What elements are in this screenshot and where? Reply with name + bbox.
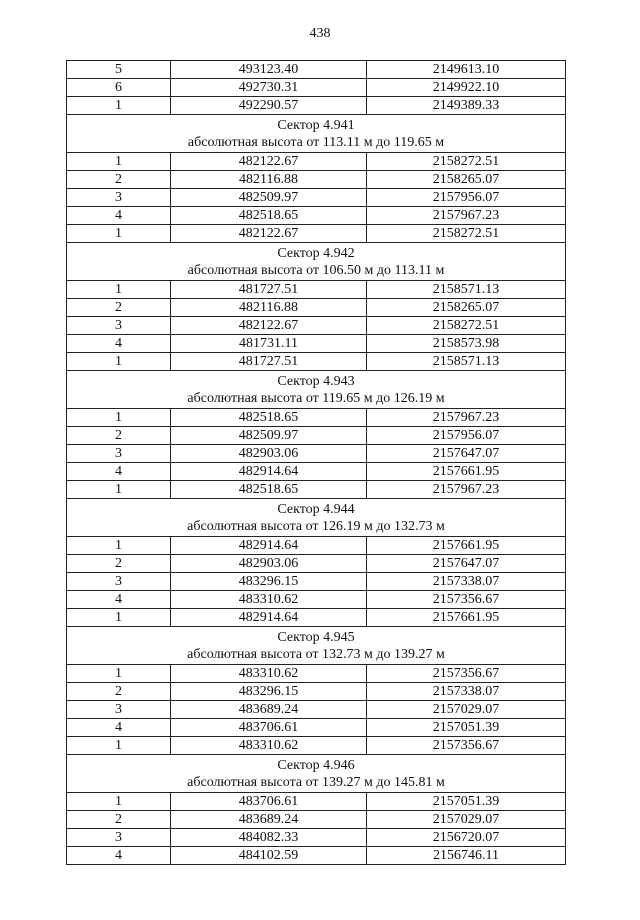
y-coordinate-cell: 2158265.07 [367, 171, 566, 189]
table-row [67, 281, 566, 299]
sector-title: Сектор 4.941 [277, 118, 355, 133]
x-coordinate-cell: 481731.11 [171, 335, 367, 353]
y-coordinate-cell: 2158272.51 [367, 317, 566, 335]
y-coordinate-cell: 2149613.10 [367, 61, 566, 79]
y-coordinate-cell: 2158272.51 [367, 153, 566, 171]
point-number-cell: 1 [67, 537, 171, 555]
x-coordinate-cell: 482122.67 [171, 225, 367, 243]
table-row [67, 573, 566, 591]
point-number-cell: 3 [67, 317, 171, 335]
x-coordinate-cell: 482122.67 [171, 317, 367, 335]
point-number-cell: 2 [67, 683, 171, 701]
point-number-cell: 3 [67, 573, 171, 591]
sector-header [67, 115, 566, 153]
sector-altitude-range: абсолютная высота от 106.50 м до 113.11 м [187, 263, 445, 278]
point-number-cell: 1 [67, 97, 171, 115]
x-coordinate-cell: 483706.61 [171, 719, 367, 737]
point-number-cell: 3 [67, 445, 171, 463]
y-coordinate-cell: 2157956.07 [367, 189, 566, 207]
y-coordinate-cell: 2157029.07 [367, 701, 566, 719]
y-coordinate-cell: 2157051.39 [367, 793, 566, 811]
y-coordinate-cell: 2157338.07 [367, 683, 566, 701]
x-coordinate-cell: 483706.61 [171, 793, 367, 811]
sector-header [67, 371, 566, 409]
point-number-cell: 4 [67, 719, 171, 737]
point-number-cell: 1 [67, 409, 171, 427]
point-number-cell: 1 [67, 793, 171, 811]
y-coordinate-cell: 2157647.07 [367, 555, 566, 573]
sector-header-row [67, 627, 566, 665]
point-number-cell: 2 [67, 299, 171, 317]
point-number-cell: 4 [67, 591, 171, 609]
x-coordinate-cell: 482914.64 [171, 537, 367, 555]
y-coordinate-cell: 2157647.07 [367, 445, 566, 463]
x-coordinate-cell: 481727.51 [171, 281, 367, 299]
x-coordinate-cell: 483310.62 [171, 591, 367, 609]
point-number-cell: 2 [67, 427, 171, 445]
point-number-cell: 1 [67, 281, 171, 299]
x-coordinate-cell: 482518.65 [171, 207, 367, 225]
table-row [67, 609, 566, 627]
point-number-cell: 1 [67, 353, 171, 371]
y-coordinate-cell: 2157356.67 [367, 591, 566, 609]
y-coordinate-cell: 2158571.13 [367, 281, 566, 299]
point-number-cell: 1 [67, 153, 171, 171]
y-coordinate-cell: 2156746.11 [367, 847, 566, 865]
sector-header-row [67, 499, 566, 537]
y-coordinate-cell: 2157356.67 [367, 737, 566, 755]
sector-altitude-range: абсолютная высота от 139.27 м до 145.81 м [187, 775, 445, 790]
sector-altitude-range: абсолютная высота от 119.65 м до 126.19 м [187, 391, 445, 406]
point-number-cell: 2 [67, 555, 171, 573]
x-coordinate-cell: 483296.15 [171, 573, 367, 591]
table-row [67, 97, 566, 115]
point-number-cell: 1 [67, 737, 171, 755]
x-coordinate-cell: 482509.97 [171, 427, 367, 445]
table-row [67, 225, 566, 243]
y-coordinate-cell: 2157956.07 [367, 427, 566, 445]
sector-header-row [67, 115, 566, 153]
sector-header-row [67, 243, 566, 281]
sector-title: Сектор 4.944 [277, 502, 355, 517]
y-coordinate-cell: 2157356.67 [367, 665, 566, 683]
x-coordinate-cell: 483310.62 [171, 665, 367, 683]
sector-header-row [67, 755, 566, 793]
point-number-cell: 3 [67, 829, 171, 847]
table-row [67, 683, 566, 701]
x-coordinate-cell: 482903.06 [171, 445, 367, 463]
table-row [67, 591, 566, 609]
x-coordinate-cell: 493123.40 [171, 61, 367, 79]
table-row [67, 463, 566, 481]
point-number-cell: 3 [67, 189, 171, 207]
y-coordinate-cell: 2157967.23 [367, 207, 566, 225]
table-row [67, 409, 566, 427]
table-row [67, 555, 566, 573]
point-number-cell: 4 [67, 207, 171, 225]
y-coordinate-cell: 2157967.23 [367, 409, 566, 427]
table-row [67, 719, 566, 737]
point-number-cell: 3 [67, 701, 171, 719]
sector-title: Сектор 4.946 [277, 758, 355, 773]
x-coordinate-cell: 482116.88 [171, 299, 367, 317]
y-coordinate-cell: 2156720.07 [367, 829, 566, 847]
point-number-cell: 4 [67, 847, 171, 865]
table-row [67, 793, 566, 811]
sector-header [67, 755, 566, 793]
table-row [67, 445, 566, 463]
x-coordinate-cell: 492730.31 [171, 79, 367, 97]
x-coordinate-cell: 482122.67 [171, 153, 367, 171]
point-number-cell: 4 [67, 335, 171, 353]
table-row [67, 847, 566, 865]
table-row [67, 61, 566, 79]
sector-title: Сектор 4.942 [277, 246, 355, 261]
sector-header [67, 499, 566, 537]
point-number-cell: 6 [67, 79, 171, 97]
y-coordinate-cell: 2157338.07 [367, 573, 566, 591]
y-coordinate-cell: 2158265.07 [367, 299, 566, 317]
table-row [67, 79, 566, 97]
table-row [67, 665, 566, 683]
point-number-cell: 2 [67, 171, 171, 189]
coordinates-table [66, 60, 566, 865]
point-number-cell: 1 [67, 665, 171, 683]
point-number-cell: 5 [67, 61, 171, 79]
point-number-cell: 1 [67, 225, 171, 243]
table-row [67, 737, 566, 755]
y-coordinate-cell: 2157661.95 [367, 609, 566, 627]
y-coordinate-cell: 2158571.13 [367, 353, 566, 371]
y-coordinate-cell: 2158272.51 [367, 225, 566, 243]
point-number-cell: 2 [67, 811, 171, 829]
table-row [67, 481, 566, 499]
sector-header [67, 243, 566, 281]
y-coordinate-cell: 2157051.39 [367, 719, 566, 737]
x-coordinate-cell: 483310.62 [171, 737, 367, 755]
y-coordinate-cell: 2158573.98 [367, 335, 566, 353]
x-coordinate-cell: 482914.64 [171, 463, 367, 481]
x-coordinate-cell: 482914.64 [171, 609, 367, 627]
x-coordinate-cell: 483689.24 [171, 811, 367, 829]
sector-title: Сектор 4.945 [277, 630, 355, 645]
coordinates-table-body [67, 61, 566, 865]
table-row [67, 829, 566, 847]
x-coordinate-cell: 482903.06 [171, 555, 367, 573]
sector-title: Сектор 4.943 [277, 374, 355, 389]
sector-altitude-range: абсолютная высота от 126.19 м до 132.73 м [187, 519, 445, 534]
x-coordinate-cell: 482518.65 [171, 409, 367, 427]
x-coordinate-cell: 492290.57 [171, 97, 367, 115]
y-coordinate-cell: 2157661.95 [367, 537, 566, 555]
table-row [67, 335, 566, 353]
table-row [67, 317, 566, 335]
table-row [67, 171, 566, 189]
x-coordinate-cell: 482518.65 [171, 481, 367, 499]
table-row [67, 189, 566, 207]
sector-altitude-range: абсолютная высота от 132.73 м до 139.27 м [187, 647, 445, 662]
x-coordinate-cell: 482509.97 [171, 189, 367, 207]
point-number-cell: 4 [67, 463, 171, 481]
table-row [67, 153, 566, 171]
x-coordinate-cell: 481727.51 [171, 353, 367, 371]
table-row [67, 811, 566, 829]
point-number-cell: 1 [67, 481, 171, 499]
y-coordinate-cell: 2157029.07 [367, 811, 566, 829]
table-row [67, 299, 566, 317]
y-coordinate-cell: 2149389.33 [367, 97, 566, 115]
x-coordinate-cell: 483689.24 [171, 701, 367, 719]
y-coordinate-cell: 2157967.23 [367, 481, 566, 499]
point-number-cell: 1 [67, 609, 171, 627]
table-row [67, 701, 566, 719]
table-row [67, 353, 566, 371]
sector-header [67, 627, 566, 665]
y-coordinate-cell: 2157661.95 [367, 463, 566, 481]
table-row [67, 427, 566, 445]
x-coordinate-cell: 484082.33 [171, 829, 367, 847]
x-coordinate-cell: 484102.59 [171, 847, 367, 865]
x-coordinate-cell: 483296.15 [171, 683, 367, 701]
x-coordinate-cell: 482116.88 [171, 171, 367, 189]
sector-header-row [67, 371, 566, 409]
page-number: 438 [309, 26, 331, 41]
table-row [67, 537, 566, 555]
y-coordinate-cell: 2149922.10 [367, 79, 566, 97]
sector-altitude-range: абсолютная высота от 113.11 м до 119.65 м [187, 135, 445, 150]
table-row [67, 207, 566, 225]
